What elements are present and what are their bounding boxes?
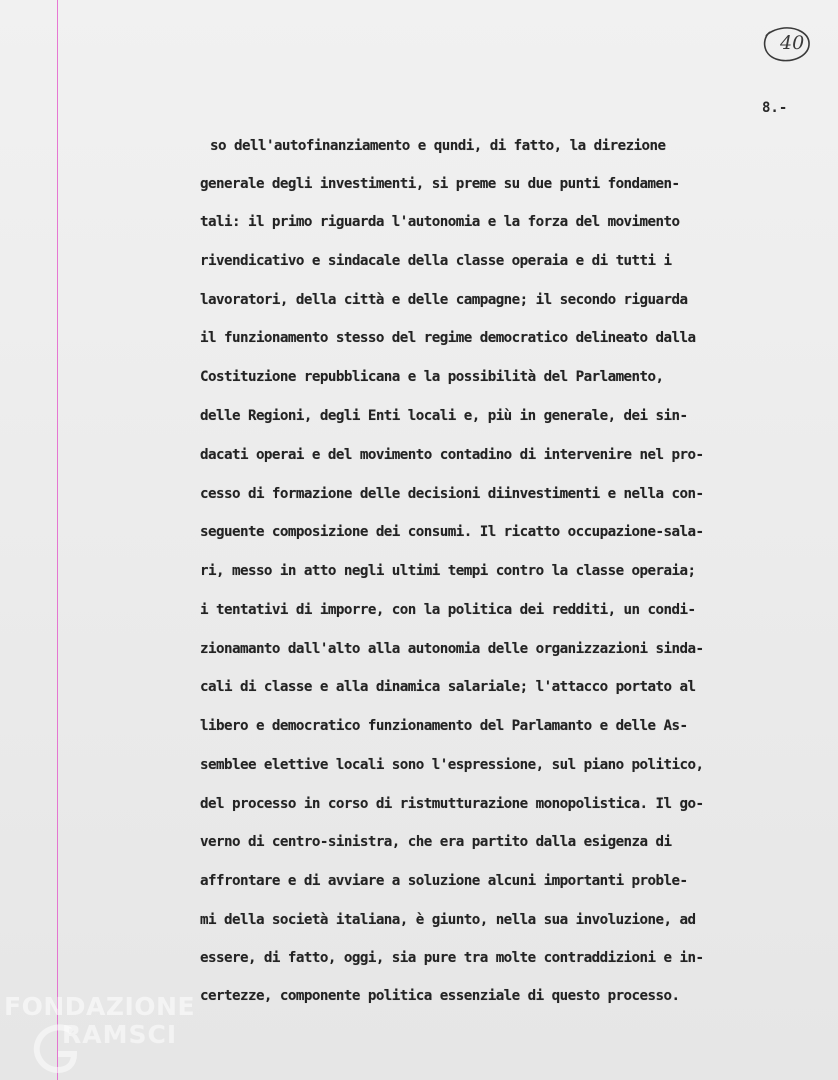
text-line: so dell'autofinanziamento e qundi, di fatto, la direzione bbox=[210, 138, 666, 154]
text-line: zionamanto dall'alto alla autonomia delle organizzazioni sinda- bbox=[200, 641, 704, 657]
text-line: semblee elettive locali sono l'espressione, sul piano politico, bbox=[200, 757, 704, 773]
text-line: cali di classe e alla dinamica salariale; l'attacco portato al bbox=[200, 679, 696, 695]
text-line: delle Regioni, degli Enti locali e, più in generale, dei sin- bbox=[200, 408, 688, 424]
watermark-line2: RAMSCI bbox=[62, 1020, 178, 1049]
text-line: cesso di formazione delle decisioni diinvestimenti e nella con- bbox=[200, 486, 704, 502]
folio-number: 8.- bbox=[762, 100, 788, 116]
watermark-line1: FONDAZIONE bbox=[4, 992, 196, 1021]
text-line: certezze, componente politica essenziale di questo processo. bbox=[200, 988, 680, 1004]
text-line: Costituzione repubblicana e la possibilità del Parlamento, bbox=[200, 369, 664, 385]
text-line: libero e democratico funzionamento del Parlamanto e delle As- bbox=[200, 718, 688, 734]
text-line: il funzionamento stesso del regime democratico delineato dalla bbox=[200, 330, 696, 346]
text-line: affrontare e di avviare a soluzione alcuni importanti proble- bbox=[200, 873, 688, 889]
text-line: lavoratori, della città e delle campagne; il secondo riguarda bbox=[200, 292, 688, 308]
text-line: essere, di fatto, oggi, sia pure tra molte contraddizioni e in- bbox=[200, 950, 704, 966]
text-line: generale degli investimenti, si preme su due punti fondamen- bbox=[200, 176, 680, 192]
text-line: tali: il primo riguarda l'autonomia e la forza del movimento bbox=[200, 214, 680, 230]
text-line: verno di centro-sinistra, che era partito dalla esigenza di bbox=[200, 834, 672, 850]
text-line: dacati operai e del movimento contadino di intervenire nel pro- bbox=[200, 447, 704, 463]
fondazione-gramsci-watermark bbox=[0, 992, 210, 1080]
text-line: seguente composizione dei consumi. Il ricatto occupazione-sala- bbox=[200, 524, 704, 540]
text-line: mi della società italiana, è giunto, nella sua involuzione, ad bbox=[200, 912, 696, 928]
text-line: del processo in corso di ristmutturazione monopolistica. Il go- bbox=[200, 796, 704, 812]
text-line: ri, messo in atto negli ultimi tempi contro la classe operaia; bbox=[200, 563, 696, 579]
circled-number-text: 40 bbox=[780, 32, 805, 54]
text-line: i tentativi di imporre, con la politica dei redditi, un condi- bbox=[200, 602, 696, 618]
text-line: rivendicativo e sindacale della classe operaia e di tutti i bbox=[200, 253, 672, 269]
